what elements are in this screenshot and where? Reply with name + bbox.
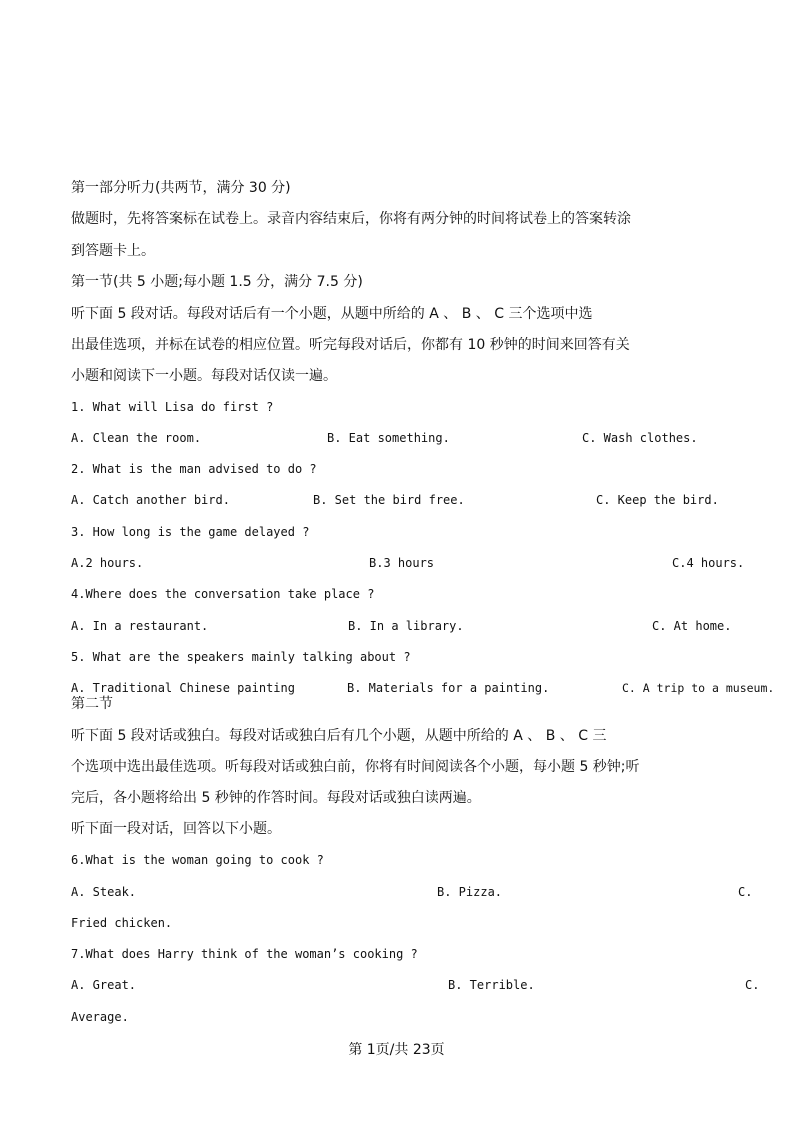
question-4: 4.Where does the conversation take place ? [71,587,375,601]
question-1-option-b: B. Eat something. [327,431,450,445]
question-5: 5. What are the speakers mainly talking about ? [71,650,411,664]
question-7-option-c-continued: Average. [71,1010,129,1024]
question-6-option-c: C. [738,885,753,899]
section-2-instruction-line-2: 个选项中选出最佳选项。听每段对话或独白前，你将有时间阅读各个小题，每小题 5 秒钟;听 [71,759,640,775]
question-3: 3. How long is the game delayed ? [71,525,310,539]
question-5-option-a: A. Traditional Chinese painting [71,681,295,695]
section-1-instruction-line-1: 听下面 5 段对话。每段对话后有一个小题，从题中所给的 A 、 B 、 C 三个选项中选 [71,306,593,322]
question-2-option-c: C. Keep the bird. [596,493,719,507]
question-7-option-c: C. [745,978,760,992]
section-1-instruction-line-2: 出最佳选项，并标在试卷的相应位置。听完每段对话后，你都有 10 秒钟的时间来回答有关 [71,337,630,353]
question-7-option-a: A. Great. [71,978,137,992]
question-2-option-b: B. Set the bird free. [313,493,465,507]
page-number: 第 1页/共 23页 [348,1042,445,1058]
section-1-instruction-line-3: 小题和阅读下一小题。每段对话仅读一遍。 [71,368,337,384]
section-2-instruction-line-1: 听下面 5 段对话或独白。每段对话或独白后有几个小题，从题中所给的 A 、 B 、 C 三 [71,728,607,744]
question-5-option-c: C. A trip to a museum. [622,681,775,695]
question-3-option-a: A.2 hours. [71,556,144,570]
part-instruction-line-2: 到答题卡上。 [71,243,155,259]
part-instruction-line-1: 做题时，先将答案标在试卷上。录音内容结束后，你将有两分钟的时间将试卷上的答案转涂 [71,211,631,227]
question-6-option-b: B. Pizza. [437,885,503,899]
question-2: 2. What is the man advised to do ? [71,462,317,476]
question-5-option-b: B. Materials for a painting. [347,681,550,695]
section-1-heading: 第一节(共 5 小题;每小题 1.5 分，满分 7.5 分) [71,274,363,290]
question-7-option-b: B. Terrible. [448,978,535,992]
question-4-option-c: C. At home. [652,619,732,633]
section-2-instruction-line-3: 完后，各小题将给出 5 秒钟的作答时间。每段对话或独白读两遍。 [71,790,481,806]
question-3-option-b: B.3 hours [369,556,435,570]
section-2-heading: 第二节 [71,696,113,712]
question-4-option-b: B. In a library. [348,619,464,633]
question-1-option-a: A. Clean the room. [71,431,202,445]
question-6: 6.What is the woman going to cook ? [71,853,324,867]
question-1: 1. What will Lisa do first ? [71,400,274,414]
question-7: 7.What does Harry think of the woman’s cooking ? [71,947,418,961]
question-2-option-a: A. Catch another bird. [71,493,230,507]
part-heading: 第一部分听力(共两节，满分 30 分) [71,180,291,196]
question-6-option-c-continued: Fried chicken. [71,916,173,930]
question-6-option-a: A. Steak. [71,885,137,899]
question-4-option-a: A. In a restaurant. [71,619,209,633]
section-2-sub-instruction: 听下面一段对话，回答以下小题。 [71,821,281,837]
question-3-option-c: C.4 hours. [672,556,745,570]
question-1-option-c: C. Wash clothes. [582,431,698,445]
